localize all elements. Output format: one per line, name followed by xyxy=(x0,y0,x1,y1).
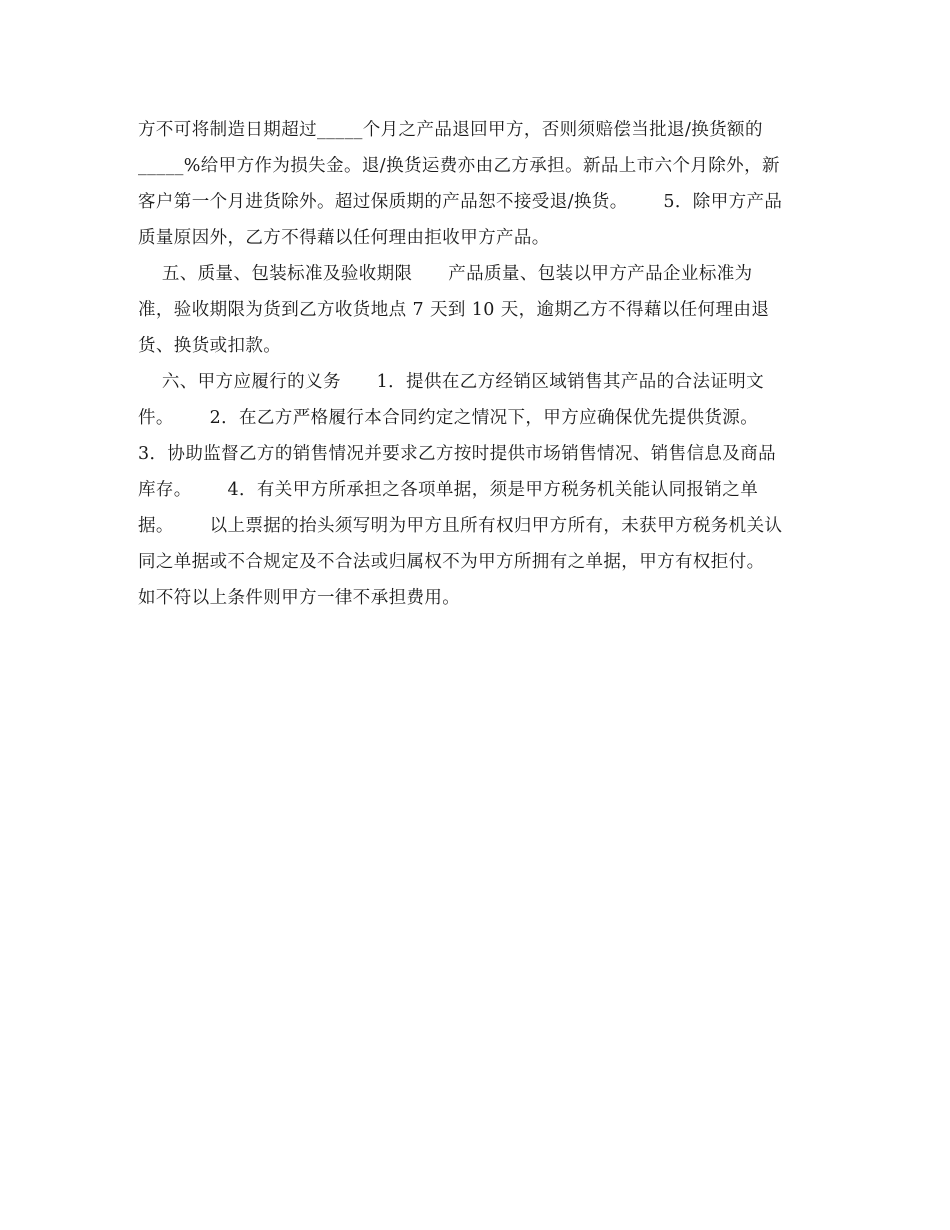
text-line: 货、换货或扣款。 xyxy=(138,336,282,356)
text-line: 据。 以上票据的抬头须写明为甲方且所有权归甲方所有，未获甲方税务机关认 xyxy=(138,516,783,536)
text-line: 件。 2．在乙方严格履行本合同约定之情况下，甲方应确保优先提供货源。 xyxy=(138,408,759,428)
text-line: 如不符以上条件则甲方一律不承担费用。 xyxy=(138,588,461,608)
text-line: 3．协助监督乙方的销售情况并要求乙方按时提供市场销售情况、销售信息及商品 xyxy=(138,444,777,464)
text-line: 方不可将制造日期超过_____个月之产品退回甲方，否则须赔偿当批退/换货额的 xyxy=(138,120,763,140)
section-heading-line: 六、甲方应履行的义务 1．提供在乙方经销区域销售其产品的合法证明文 xyxy=(138,372,765,392)
text-line: _____%给甲方作为损失金。退/换货运费亦由乙方承担。新品上市六个月除外，新 xyxy=(138,156,780,176)
text-line: 质量原因外，乙方不得藉以任何理由拒收甲方产品。 xyxy=(138,228,550,248)
text-line: 同之单据或不合规定及不合法或归属权不为甲方所拥有之单据，甲方有权拒付。 xyxy=(138,552,765,572)
text-line: 准，验收期限为货到乙方收货地点 7 天到 10 天，逾期乙方不得藉以任何理由退 xyxy=(138,300,770,320)
text-line: 客户第一个月进货除外。超过保质期的产品恕不接受退/换货。 5．除甲方产品 xyxy=(138,192,783,212)
text-line: 库存。 4．有关甲方所承担之各项单据，须是甲方税务机关能认同报销之单 xyxy=(138,480,759,500)
section-heading-line: 五、质量、包装标准及验收期限 产品质量、包装以甲方产品企业标准为 xyxy=(138,264,753,284)
